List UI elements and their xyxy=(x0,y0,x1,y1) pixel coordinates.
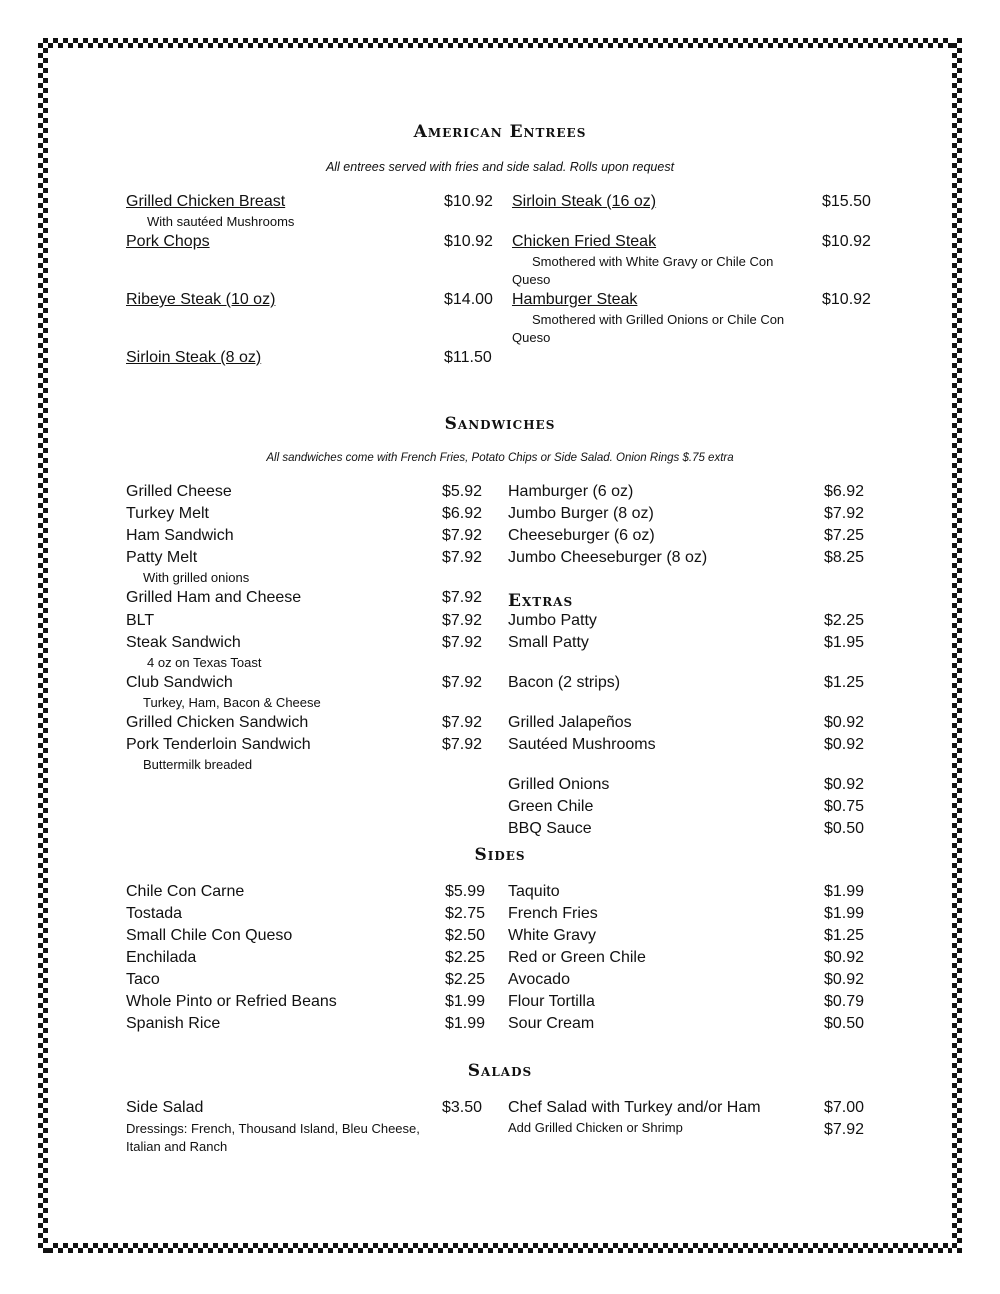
menu-item-price: $0.75 xyxy=(824,798,865,815)
menu-item-description: 4 oz on Texas Toast xyxy=(147,655,262,670)
american-entrees-note: All entrees served with fries and side salad. Rolls upon request xyxy=(325,160,675,174)
menu-item-description: Add Grilled Chicken or Shrimp xyxy=(508,1120,683,1135)
menu-item-name: Chicken Fried Steak xyxy=(512,233,657,250)
menu-item-price: $7.92 xyxy=(824,1121,865,1138)
menu-item-name: Chile Con Carne xyxy=(126,883,245,900)
menu-item-name: Red or Green Chile xyxy=(508,949,646,966)
menu-item-price: $5.92 xyxy=(442,483,483,500)
menu-item-name: Taco xyxy=(126,971,160,988)
menu-item-price: $7.92 xyxy=(442,714,483,731)
menu-item-name: Patty Melt xyxy=(126,549,198,566)
menu-item-name: BLT xyxy=(126,612,155,629)
menu-item-description: Buttermilk breaded xyxy=(143,757,253,772)
menu-item-price: $2.25 xyxy=(824,612,865,629)
menu-item-name: Jumbo Burger (8 oz) xyxy=(508,505,654,522)
menu-item-name: Spanish Rice xyxy=(126,1015,221,1032)
menu-item-price: $7.92 xyxy=(442,736,483,753)
menu-item-price: $0.92 xyxy=(824,776,865,793)
menu-item-price: $6.92 xyxy=(824,483,865,500)
menu-item-price: $7.92 xyxy=(442,674,483,691)
menu-item-price: $1.95 xyxy=(824,634,865,651)
menu-item-description: With sautéed Mushrooms xyxy=(147,214,295,229)
menu-item-name: Whole Pinto or Refried Beans xyxy=(126,993,337,1010)
menu-item-name: Tostada xyxy=(126,905,183,922)
menu-item-name: Jumbo Cheeseburger (8 oz) xyxy=(508,549,708,566)
menu-item-price: $1.99 xyxy=(824,883,865,900)
menu-item-name: Pork Tenderloin Sandwich xyxy=(126,736,311,753)
menu-item-name: Grilled Ham and Cheese xyxy=(126,589,302,606)
menu-item-price: $0.79 xyxy=(824,993,865,1010)
menu-item-price: $3.50 xyxy=(442,1099,483,1116)
menu-item-name: Turkey Melt xyxy=(126,505,209,522)
menu-item-price: $0.50 xyxy=(824,1015,865,1032)
menu-item-price: $1.99 xyxy=(445,1015,486,1032)
menu-item-price: $7.92 xyxy=(442,549,483,566)
menu-item-name: Side Salad xyxy=(126,1099,204,1116)
menu-item-price: $5.99 xyxy=(445,883,486,900)
menu-item-name: Sirloin Steak (8 oz) xyxy=(126,349,262,366)
menu-item-name: Grilled Chicken Sandwich xyxy=(126,714,309,731)
menu-item-description: Smothered with White Gravy or Chile Con xyxy=(532,254,774,269)
menu-item-name: Flour Tortilla xyxy=(508,993,595,1010)
menu-item-price: $10.92 xyxy=(444,193,493,210)
menu-item-name: Grilled Jalapeños xyxy=(508,714,632,731)
menu-item-description: Dressings: French, Thousand Island, Bleu Cheese, Italian and Ranch xyxy=(126,1121,420,1154)
menu-item-price: $7.92 xyxy=(442,527,483,544)
extras-title: Extras xyxy=(508,591,574,611)
menu-item-price: $0.92 xyxy=(824,714,865,731)
menu-item-price: $11.50 xyxy=(444,349,492,366)
menu-item-name: Sour Cream xyxy=(508,1015,595,1032)
menu-item-name: Avocado xyxy=(508,971,570,988)
menu-item-name: Steak Sandwich xyxy=(126,634,241,651)
menu-item-name: Grilled Onions xyxy=(508,776,610,793)
menu-item-price: $10.92 xyxy=(822,233,871,250)
menu-item-name: Club Sandwich xyxy=(126,674,233,691)
menu-item-price: $0.92 xyxy=(824,971,865,988)
menu-item-name: Small Chile Con Queso xyxy=(126,927,293,944)
menu-item-price: $7.92 xyxy=(442,589,483,606)
menu-item-price: $15.50 xyxy=(822,193,871,210)
menu-item-name: Bacon (2 strips) xyxy=(508,674,621,691)
menu-item-name: Ribeye Steak (10 oz) xyxy=(126,291,276,308)
menu-item-price: $0.92 xyxy=(824,949,865,966)
salads-title: Salads xyxy=(467,1061,533,1081)
menu-item-price: $7.92 xyxy=(442,634,483,651)
menu-item-name: Grilled Chicken Breast xyxy=(126,193,286,210)
menu-item-name: Pork Chops xyxy=(126,233,210,250)
menu-item-price: $2.75 xyxy=(445,905,486,922)
menu-item-name: BBQ Sauce xyxy=(508,820,592,837)
menu-item-price: $7.92 xyxy=(824,505,865,522)
menu-item-price: $7.25 xyxy=(824,527,865,544)
menu-item-price: $10.92 xyxy=(822,291,871,308)
menu-item-name: Hamburger (6 oz) xyxy=(508,483,634,500)
menu-item-price: $0.92 xyxy=(824,736,865,753)
sandwiches-title: Sandwiches xyxy=(444,414,556,434)
menu-item-name: Cheeseburger (6 oz) xyxy=(508,527,655,544)
menu-item-price: $2.50 xyxy=(445,927,486,944)
menu-item-price: $2.25 xyxy=(445,971,486,988)
american-entrees-title: American Entrees xyxy=(413,122,587,142)
menu-item-price: $6.92 xyxy=(442,505,483,522)
menu-item-name: Ham Sandwich xyxy=(126,527,234,544)
menu-item-price: $0.50 xyxy=(824,820,865,837)
menu-item-name: Sautéed Mushrooms xyxy=(508,736,656,753)
menu-item-name: Jumbo Patty xyxy=(508,612,597,629)
menu-item-description: Queso xyxy=(512,272,551,287)
menu-item-price: $1.99 xyxy=(445,993,486,1010)
menu-item-name: Hamburger Steak xyxy=(512,291,638,308)
menu-item-name: Grilled Cheese xyxy=(126,483,232,500)
menu-item-name: Green Chile xyxy=(508,798,594,815)
menu-item-name: Chef Salad with Turkey and/or Ham xyxy=(508,1099,761,1116)
menu-item-price: $1.25 xyxy=(824,674,865,691)
menu-item-price: $2.25 xyxy=(445,949,486,966)
sandwiches-note: All sandwiches come with French Fries, Potato Chips or Side Salad. Onion Rings $.75 extra xyxy=(266,452,734,464)
menu-item-name: Small Patty xyxy=(508,634,589,651)
menu-item-name: Enchilada xyxy=(126,949,197,966)
menu-item-name: White Gravy xyxy=(508,927,597,944)
menu-item-description: With grilled onions xyxy=(143,570,250,585)
menu-item-price: $14.00 xyxy=(444,291,493,308)
checkered-border-bottom xyxy=(38,1243,962,1253)
menu-item-name: Sirloin Steak (16 oz) xyxy=(512,193,657,210)
menu-item-price: $10.92 xyxy=(444,233,493,250)
menu-item-description: Smothered with Grilled Onions or Chile Con xyxy=(532,312,785,327)
menu-item-name: French Fries xyxy=(508,905,598,922)
menu-item-price: $1.99 xyxy=(824,905,865,922)
menu-item-name: Taquito xyxy=(508,883,560,900)
menu-item-description: Turkey, Ham, Bacon & Cheese xyxy=(143,695,321,710)
menu-item-price: $1.25 xyxy=(824,927,865,944)
menu-item-price: $8.25 xyxy=(824,549,865,566)
menu-item-price: $7.92 xyxy=(442,612,483,629)
menu-item-price: $7.00 xyxy=(824,1099,865,1116)
checkered-border-top xyxy=(38,38,962,48)
menu-item-description: Queso xyxy=(512,330,551,345)
sides-title: Sides xyxy=(474,845,526,865)
